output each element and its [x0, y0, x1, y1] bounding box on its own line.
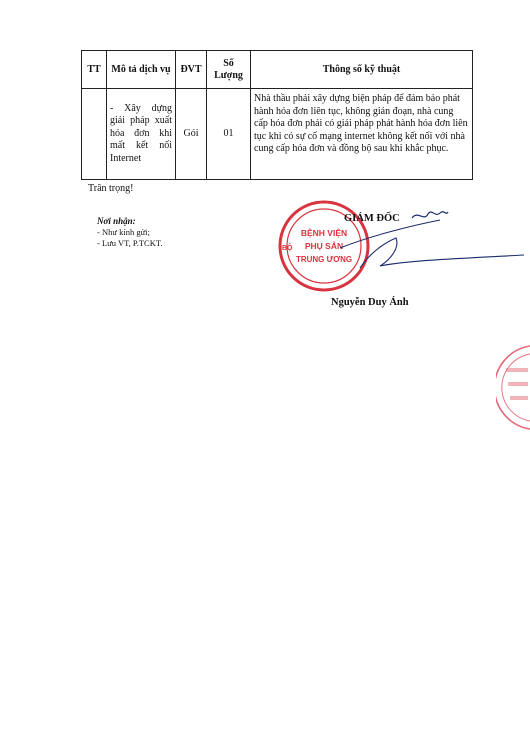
header-quantity: [207, 51, 251, 89]
header-specs: Thông số kỹ thuật: [251, 51, 473, 89]
signer-position: GIÁM ĐỐC: [344, 213, 400, 224]
stamp-prefix: BỘ: [282, 245, 293, 252]
header-quantity-line1: Số: [223, 57, 234, 69]
header-tt: TT: [82, 51, 107, 89]
stamp-line2: PHỤ SẢN: [304, 241, 344, 251]
handwritten-signature: [300, 208, 526, 298]
header-description: Mô tả dịch vụ: [107, 51, 176, 89]
stamp-line1: BỆNH VIỆN: [300, 228, 348, 238]
recipients-block: [97, 216, 163, 249]
table-header-row: [82, 51, 473, 89]
stamp-line3: TRUNG ƯƠNG: [295, 255, 353, 264]
header-quantity-line2: Lượng: [214, 69, 243, 81]
closing-text: Trân trọng!: [88, 183, 134, 194]
signer-name: Nguyễn Duy Ánh: [331, 297, 409, 308]
cell-tt: [82, 89, 107, 180]
cell-unit: Gói: [176, 89, 207, 180]
recipients-title: Nơi nhận:: [97, 216, 136, 226]
service-spec-table: [81, 50, 473, 180]
cell-specs: Nhà thầu phải xây dựng biện pháp để đảm bảo phát hành hóa đơn liên tục, không gián đoạn, nhà cung cấp hóa đơn phải có giải pháp phát hành hóa đơn liên tục khi có sự cố mạng internet không kết nối với nhà cung cấp hóa đơn và đồng bộ sau khi khắc phục.: [251, 89, 473, 180]
recipient-item: - Lưu VT, P.TCKT.: [97, 238, 163, 248]
header-unit: ĐVT: [176, 51, 207, 89]
recipient-item: - Như kính gửi;: [97, 227, 150, 237]
partial-edge-stamp: [496, 340, 530, 435]
cell-description: - Xây dựng giải pháp xuất hóa đơn khi mất kết nối Internet: [107, 89, 176, 180]
table-row: [82, 89, 473, 180]
cell-quantity: 01: [207, 89, 251, 180]
